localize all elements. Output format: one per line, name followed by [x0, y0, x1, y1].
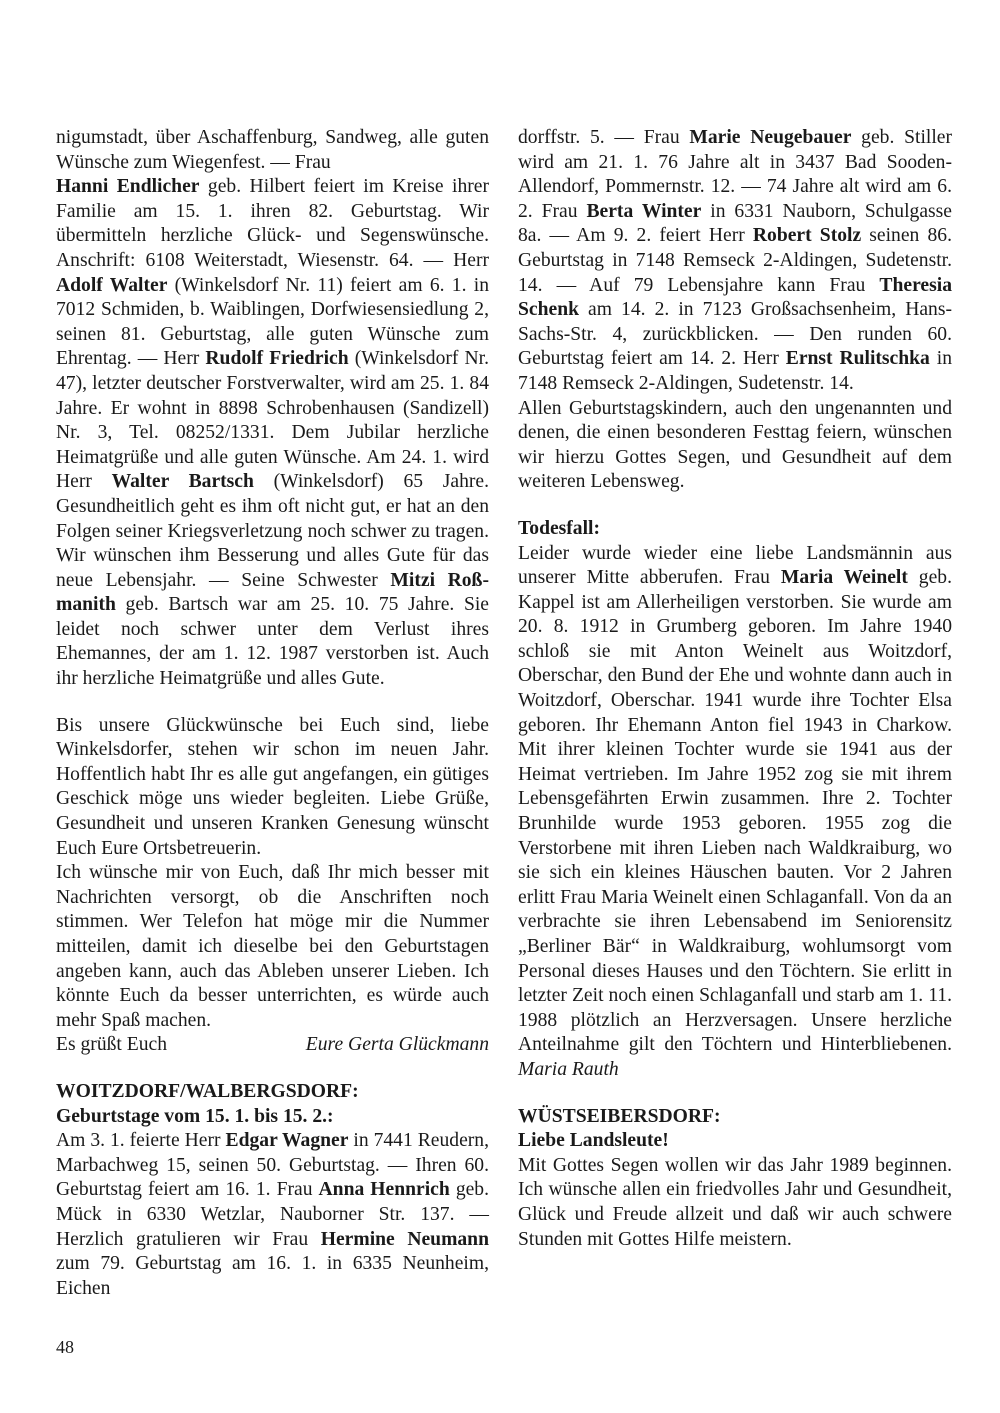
- greeting-heading: Liebe Landsleute!: [518, 1130, 669, 1152]
- body-text: (Winkelsdorf Nr. 47), letzter deutscher Forstverwalter, wird am 25. 1. 84 Jahre. Er wohnt in 8898 Schrobenhausen (Sandizell) Nr. 3, Tel. 08252/1331. Dem Jubilar herzliche Heimatgrüße und alle guten Wünsche. Am 24. 1. wird Herr: [56, 348, 489, 493]
- person-name: Edgar Wagner: [225, 1130, 349, 1152]
- signature: Eure Gerta Glückmann: [305, 1034, 489, 1056]
- wishes-paragraph: Allen Geburtstagskindern, auch den ungenannten und denen, die einen besonderen Festtag feiern, wünschen wir hierzu Gottes Segen, und Gesundheit auf dem weiteren Lebensweg.: [518, 397, 952, 493]
- section-heading: WOITZDORF/WALBERGSDORF:: [56, 1080, 359, 1102]
- body-text: zum 79. Geburtstag am 16. 1. in 6335 Neunheim, Eichen: [56, 1253, 489, 1299]
- death-notice-heading: Todesfall:: [518, 517, 601, 539]
- body-text: nigumstadt, über Aschaffenburg, Sandweg, alle guten Wünsche zum Wiegenfest. — Frau: [56, 127, 489, 173]
- person-name: Mitzi Roßmanith: [56, 569, 489, 616]
- body-text: geb. Bartsch war am 25. 10. 75 Jahre. Sie leidet noch schwer unter dem Verlust ihres Ehemannes, der am 1. 12. 1987 verstorben ist. Auch ihr herzliche Heimatgrüße und alles Gute.: [56, 594, 489, 690]
- right-column: [518, 126, 952, 1252]
- person-name: Theresia Schenk: [518, 274, 952, 321]
- body-text: Leider wurde wieder eine liebe Landsmännin aus unserer Mitte abberufen. Frau: [518, 542, 952, 589]
- birthday-list-woitzdorf: [56, 1129, 489, 1301]
- person-name: Hanni Endlicher: [56, 176, 200, 198]
- body-text: in 6331 Nauborn, Schulgasse 8a. — Am 9. 2. feiert Herr: [518, 200, 952, 247]
- person-name: Hermine Neumann: [320, 1228, 489, 1250]
- person-name: Berta Winter: [586, 200, 702, 222]
- person-name: Adolf Walter: [56, 274, 168, 296]
- body-text: (Winkelsdorf Nr. 11) feiert am 6. 1. in 7012 Schmiden, b. Waiblingen, Dorfwiesensiedlung 2, seinen 81. Geburtstag, alle guten Wünsche zum Ehrentag. — Herr: [56, 274, 490, 370]
- person-name: Walter Bartsch: [111, 471, 254, 493]
- body-text: geb. Stiller wird am 21. 1. 76 Jahre alt in 3437 Bad Sooden-Allendorf, Pommernstr. 12. — 74 Jahre alt wird am 6. 2. Frau: [518, 127, 952, 222]
- signature: Maria Rauth: [518, 1058, 619, 1080]
- body-text: dorffstr. 5. — Frau: [518, 127, 690, 148]
- body-text: in 7148 Remseck 2-Aldingen, Sudetenstr. 14.: [518, 348, 952, 394]
- section-heading: WÜSTSEIBERSDORF:: [518, 1105, 721, 1127]
- body-text: geb. Kappel ist am Allerheiligen verstorben. Sie wurde am 20. 8. 1912 in Grumberg geboren. Im Jahre 1940 schloß sie mit Anton Weinelt aus Woitzdorf, Oberschar, den Bund der Ehe und wohnte dann auch in Woitzdorf, Oberschar. 1941 wurde ihre Tochter Elsa geboren. Ihr Ehemann Anton fiel 1943 in Charkow. Mit ihrer kleinen Tochter wurde sie 1941 aus der Heimat vertrieben. Im Jahre 1952 zog sie mit ihrem Lebensgefährten Erwin zusammen. Ihre 2. Tochter Brunhilde wurde 1953 geboren. 1955 zog die Verstorbene mit ihren Lieben nach Waldkraiburg, wo sie sich ein kleines Häuschen bauten. Vor 2 Jahren erlitt Frau Maria Weinelt einen Schlaganfall. Von da an verbrachte sie ihren Lebensabend im Seniorensitz „Berliner Bär“ in Waldkraiburg, wohlumsorgt vom Personal dieses Hauses und den Töchtern. Sie erlitt in letzter Zeit noch einen Schlaganfall und starb am 1. 11. 1988 plötzlich an Herzversagen. Unsere herzliche Anteilnahme gilt den Töchtern und Hinterbliebenen.: [518, 567, 952, 1056]
- body-text: geb. Mück in 6330 Wetzlar, Nauborner Str. 137. — Herzlich gratulieren wir Frau: [56, 1179, 490, 1250]
- greeting-text: Es grüßt Euch: [56, 1034, 168, 1056]
- person-name: Rudolf Friedrich: [205, 348, 349, 370]
- birthday-list-winkelsdorf: [56, 126, 489, 692]
- closing-paragraph: Mit Gottes Segen wollen wir das Jahr 1989 beginnen. Ich wünsche allen ein friedvolles Jahr und Gesundheit, Glück und Freude allzeit und daß wir auch schwere Stunden mit Gottes Hilfe meistern.: [518, 1154, 952, 1250]
- left-column: [56, 126, 489, 1301]
- person-name: Robert Stolz: [752, 225, 862, 247]
- body-text: (Winkelsdorf) 65 Jahre. Gesundheitlich geht es ihm oft nicht gut, er hat an den Folgen seiner Kriegsverletzung noch schwer zu tragen. Wir wünschen ihm Besserung und alles Gute für das neue Lebensjahr. — Seine Schwester: [56, 471, 490, 591]
- letter-paragraph: Ich wünsche mir von Euch, daß Ihr mich besser mit Nachrichten versorgt, ob die Anschriften noch stimmen. Wer Telefon hat möge mir die Nummer mitteilen, damit ich dieselbe bei den Geburtstagen angeben kann, auch das Ableben unserer Lieben. Ich könnte Euch da besser unterrichten, es würde auch mehr Spaß machen.: [56, 862, 489, 1031]
- body-text: in 7441 Reudern, Marbachweg 15, seinen 50. Geburtstag. — Ihren 60. Geburtstag feiert am 16. 1. Frau: [56, 1130, 490, 1201]
- death-notice: [518, 542, 952, 1083]
- body-text: seinen 86. Geburtstag in 7148 Remseck 2-Aldingen, Sudetenstr. 14. — Auf 79 Lebensjahre kann Frau: [518, 225, 952, 296]
- letter-signoff: [56, 1033, 489, 1058]
- person-name: Marie Neugebauer: [689, 127, 852, 148]
- page-number: 48: [56, 1337, 74, 1357]
- body-text: geb. Hilbert feiert im Kreise ihrer Familie am 15. 1. ihren 82. Geburtstag. Wir übermitteln herzliche Glück- und Segenswünsche. Anschrift: 6108 Weiterstadt, Wiesenstr. 64. — Herr: [56, 176, 489, 271]
- body-text: am 14. 2. in 7123 Großsachsenheim, Hans-Sachs-Str. 4, zurückblicken. — Den runden 60. Geburtstag feiert am 14. 2. Herr: [518, 299, 952, 370]
- letter-paragraph: Bis unsere Glückwünsche bei Euch sind, liebe Winkelsdorfer, stehen wir schon im neuen Jahr. Hoffentlich habt Ihr es alle gut angefangen, ein gütiges Geschick möge uns wieder begleiten. Liebe Grüße, Gesundheit und unseren Kranken Genesung wünscht Euch Eure Ortsbetreuerin.: [56, 714, 489, 859]
- person-name: Maria Weinelt: [780, 567, 908, 589]
- body-text: Am 3. 1. feierte Herr: [56, 1130, 226, 1152]
- person-name: Ernst Rulitschka: [785, 348, 930, 370]
- birthday-list-continued: [518, 126, 952, 397]
- section-subheading: Geburtstage vom 15. 1. bis 15. 2.:: [56, 1105, 334, 1127]
- person-name: Anna Hennrich: [318, 1179, 450, 1201]
